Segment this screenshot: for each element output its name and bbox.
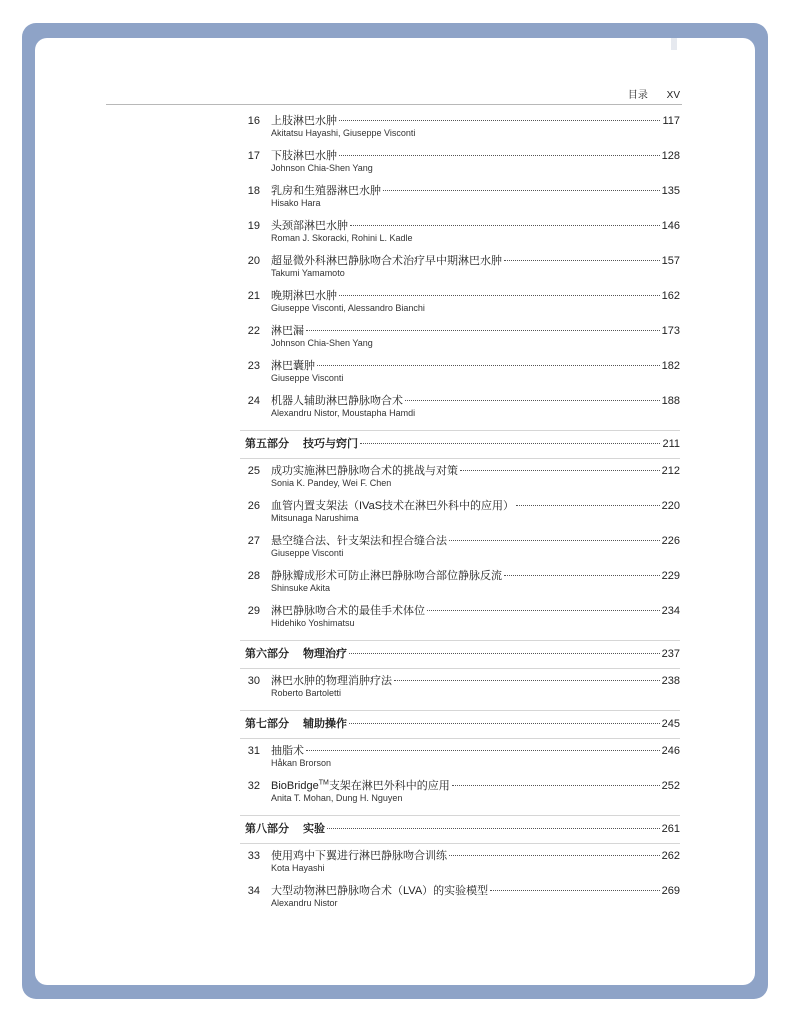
toc-entry[interactable] [240,147,680,182]
chapter-title: 上肢淋巴水肿 [271,115,337,127]
chapter-number: 27 [247,535,260,547]
chapter-number: 16 [247,115,260,127]
chapter-page-number: 212 [661,465,680,477]
part-label: 第六部分 [245,648,289,660]
toc-entry[interactable] [240,777,680,812]
toc-entry[interactable] [240,742,680,777]
toc-entry[interactable] [240,847,680,882]
chapter-number: 29 [247,605,260,617]
chapter-title: 成功实施淋巴静脉吻合术的挑战与对策 [271,465,458,477]
chapter-authors: Giuseppe Visconti, Alessandro Bianchi [271,303,425,313]
toc-entry[interactable] [240,252,680,287]
dot-leader [405,400,660,401]
chapter-authors: Roberto Bartoletti [271,688,342,698]
chapter-page-number: 173 [661,325,680,337]
chapter-number: 34 [247,885,260,897]
chapter-page-number: 117 [662,115,680,127]
chapter-page-number: 188 [661,395,680,407]
chapter-title: 头颈部淋巴水肿 [271,220,348,232]
toc-entry[interactable] [240,602,680,637]
toc-entry[interactable] [240,287,680,322]
dot-leader [306,330,660,331]
chapter-authors: Håkan Brorson [271,758,332,768]
toc-entry[interactable] [240,322,680,357]
chapter-number: 24 [247,395,260,407]
chapter-authors: Johnson Chia-Shen Yang [271,163,373,173]
chapter-title: 抽脂术 [271,745,304,757]
chapter-authors: Shinsuke Akita [271,583,331,593]
chapter-number: 26 [247,500,260,512]
part-rule-top [240,640,680,641]
dot-leader [306,750,660,751]
chapter-title: 血管内置支架法（IVaS技术在淋巴外科中的应用） [271,500,515,512]
chapter-page-number: 262 [661,850,680,862]
dot-leader [339,295,660,296]
part-title: 辅助操作 [303,718,347,730]
part-rule-bottom [240,668,680,669]
chapter-number: 25 [247,465,260,477]
page-tab-marker [671,38,677,50]
chapter-authors: Giuseppe Visconti [271,548,344,558]
chapter-authors: Johnson Chia-Shen Yang [271,338,373,348]
part-page-number: 211 [662,438,680,450]
dot-leader [349,723,660,724]
running-head [628,86,680,101]
chapter-title: 晚期淋巴水肿 [271,290,337,302]
chapter-title: 乳房和生殖器淋巴水肿 [271,185,381,197]
part-rule-top [240,710,680,711]
chapter-page-number: 238 [661,675,680,687]
dot-leader [394,680,660,681]
part-page-number: 237 [661,648,680,660]
dot-leader [460,470,660,471]
part-page-number: 245 [661,718,680,730]
chapter-page-number: 128 [661,150,680,162]
part-heading[interactable] [240,637,680,672]
chapter-number: 19 [247,220,260,232]
chapter-authors: Anita T. Mohan, Dung H. Nguyen [271,793,403,803]
chapter-authors: Takumi Yamamoto [271,268,345,278]
chapter-number: 23 [247,360,260,372]
chapter-page-number: 252 [661,780,680,792]
chapter-page-number: 146 [661,220,680,232]
part-heading[interactable] [240,812,680,847]
running-head-page: XV [666,90,680,101]
chapter-number: 28 [247,570,260,582]
chapter-title: 静脉瓣成形术可防止淋巴静脉吻合部位静脉反流 [271,570,502,582]
dot-leader [360,443,660,444]
dot-leader [452,785,660,786]
dot-leader [490,890,659,891]
chapter-title: 使用鸡中下翼进行淋巴静脉吻合训练 [271,850,447,862]
chapter-page-number: 229 [661,570,680,582]
part-label: 第七部分 [245,718,289,730]
header-rule [106,104,682,105]
part-label: 第八部分 [245,823,289,835]
chapter-number: 31 [247,745,260,757]
chapter-title: 悬空缝合法、针支架法和捏合缝合法 [271,535,447,547]
part-rule-top [240,430,680,431]
part-title: 技巧与窍门 [303,438,358,450]
chapter-page-number: 246 [661,745,680,757]
toc-entry[interactable] [240,672,680,707]
chapter-authors: Giuseppe Visconti [271,373,344,383]
part-page-number: 261 [661,823,680,835]
chapter-page-number: 226 [661,535,680,547]
dot-leader [449,855,660,856]
part-heading[interactable] [240,707,680,742]
dot-leader [339,120,660,121]
part-rule-top [240,815,680,816]
chapter-page-number: 182 [661,360,680,372]
chapter-page-number: 157 [661,255,680,267]
chapter-title: 机器人辅助淋巴静脉吻合术 [271,395,403,407]
part-title: 实验 [303,823,325,835]
dot-leader [449,540,660,541]
chapter-authors: Sonia K. Pandey, Wei F. Chen [271,478,392,488]
chapter-page-number: 135 [661,185,680,197]
toc-entry[interactable] [240,217,680,252]
toc-entry[interactable] [240,497,680,532]
part-heading[interactable] [240,427,680,462]
chapter-number: 30 [247,675,260,687]
chapter-page-number: 269 [661,885,680,897]
dot-leader [350,225,660,226]
running-head-title: 目录 [627,90,648,101]
chapter-title: 超显微外科淋巴静脉吻合术治疗早中期淋巴水肿 [271,255,502,267]
dot-leader [383,190,660,191]
chapter-title: 淋巴囊肿 [271,360,315,372]
chapter-number: 32 [247,780,260,792]
chapter-number: 17 [247,150,260,162]
part-title: 物理治疗 [303,648,347,660]
chapter-authors: Hisako Hara [271,198,321,208]
part-rule-bottom [240,843,680,844]
chapter-title: 淋巴水肿的物理消肿疗法 [271,675,392,687]
toc-entry[interactable] [240,112,680,147]
toc-entry[interactable] [240,392,680,427]
chapter-authors: Alexandru Nistor, Moustapha Hamdi [271,408,416,418]
chapter-title: 淋巴漏 [271,325,304,337]
part-rule-bottom [240,458,680,459]
toc-entry[interactable] [240,357,680,392]
chapter-authors: Kota Hayashi [271,863,325,873]
toc-entry[interactable] [240,532,680,567]
chapter-authors: Roman J. Skoracki, Rohini L. Kadle [271,233,413,243]
dot-leader [349,653,660,654]
chapter-number: 20 [247,255,260,267]
dot-leader [504,575,660,576]
chapter-title-superscript: TM [318,779,329,787]
chapter-number: 22 [247,325,260,337]
toc-entry[interactable] [240,567,680,602]
dot-leader [339,155,660,156]
dot-leader [427,610,660,611]
dot-leader [327,828,660,829]
toc-entry[interactable] [240,882,680,917]
chapter-number: 21 [247,290,260,302]
dot-leader [516,505,660,506]
dot-leader [504,260,660,261]
toc-entry[interactable] [240,462,680,497]
part-rule-bottom [240,738,680,739]
chapter-number: 33 [247,850,260,862]
chapter-authors: Akitatsu Hayashi, Giuseppe Visconti [271,128,416,138]
chapter-page-number: 234 [661,605,680,617]
table-of-contents [240,112,680,917]
chapter-number: 18 [247,185,260,197]
chapter-authors: Mitsunaga Narushima [271,513,359,523]
part-label: 第五部分 [245,438,289,450]
chapter-title: 淋巴静脉吻合术的最佳手术体位 [271,605,425,617]
toc-entry[interactable] [240,182,680,217]
dot-leader [317,365,660,366]
chapter-authors: Hidehiko Yoshimatsu [271,618,355,628]
chapter-title: BioBridge [271,780,319,792]
chapter-page-number: 220 [661,500,680,512]
chapter-title: 大型动物淋巴静脉吻合术（LVA）的实验模型 [271,885,489,897]
chapter-authors: Alexandru Nistor [271,898,338,908]
chapter-title-continued: 支架在淋巴外科中的应用 [328,780,450,792]
chapter-page-number: 162 [661,290,680,302]
chapter-title: 下肢淋巴水肿 [271,150,337,162]
